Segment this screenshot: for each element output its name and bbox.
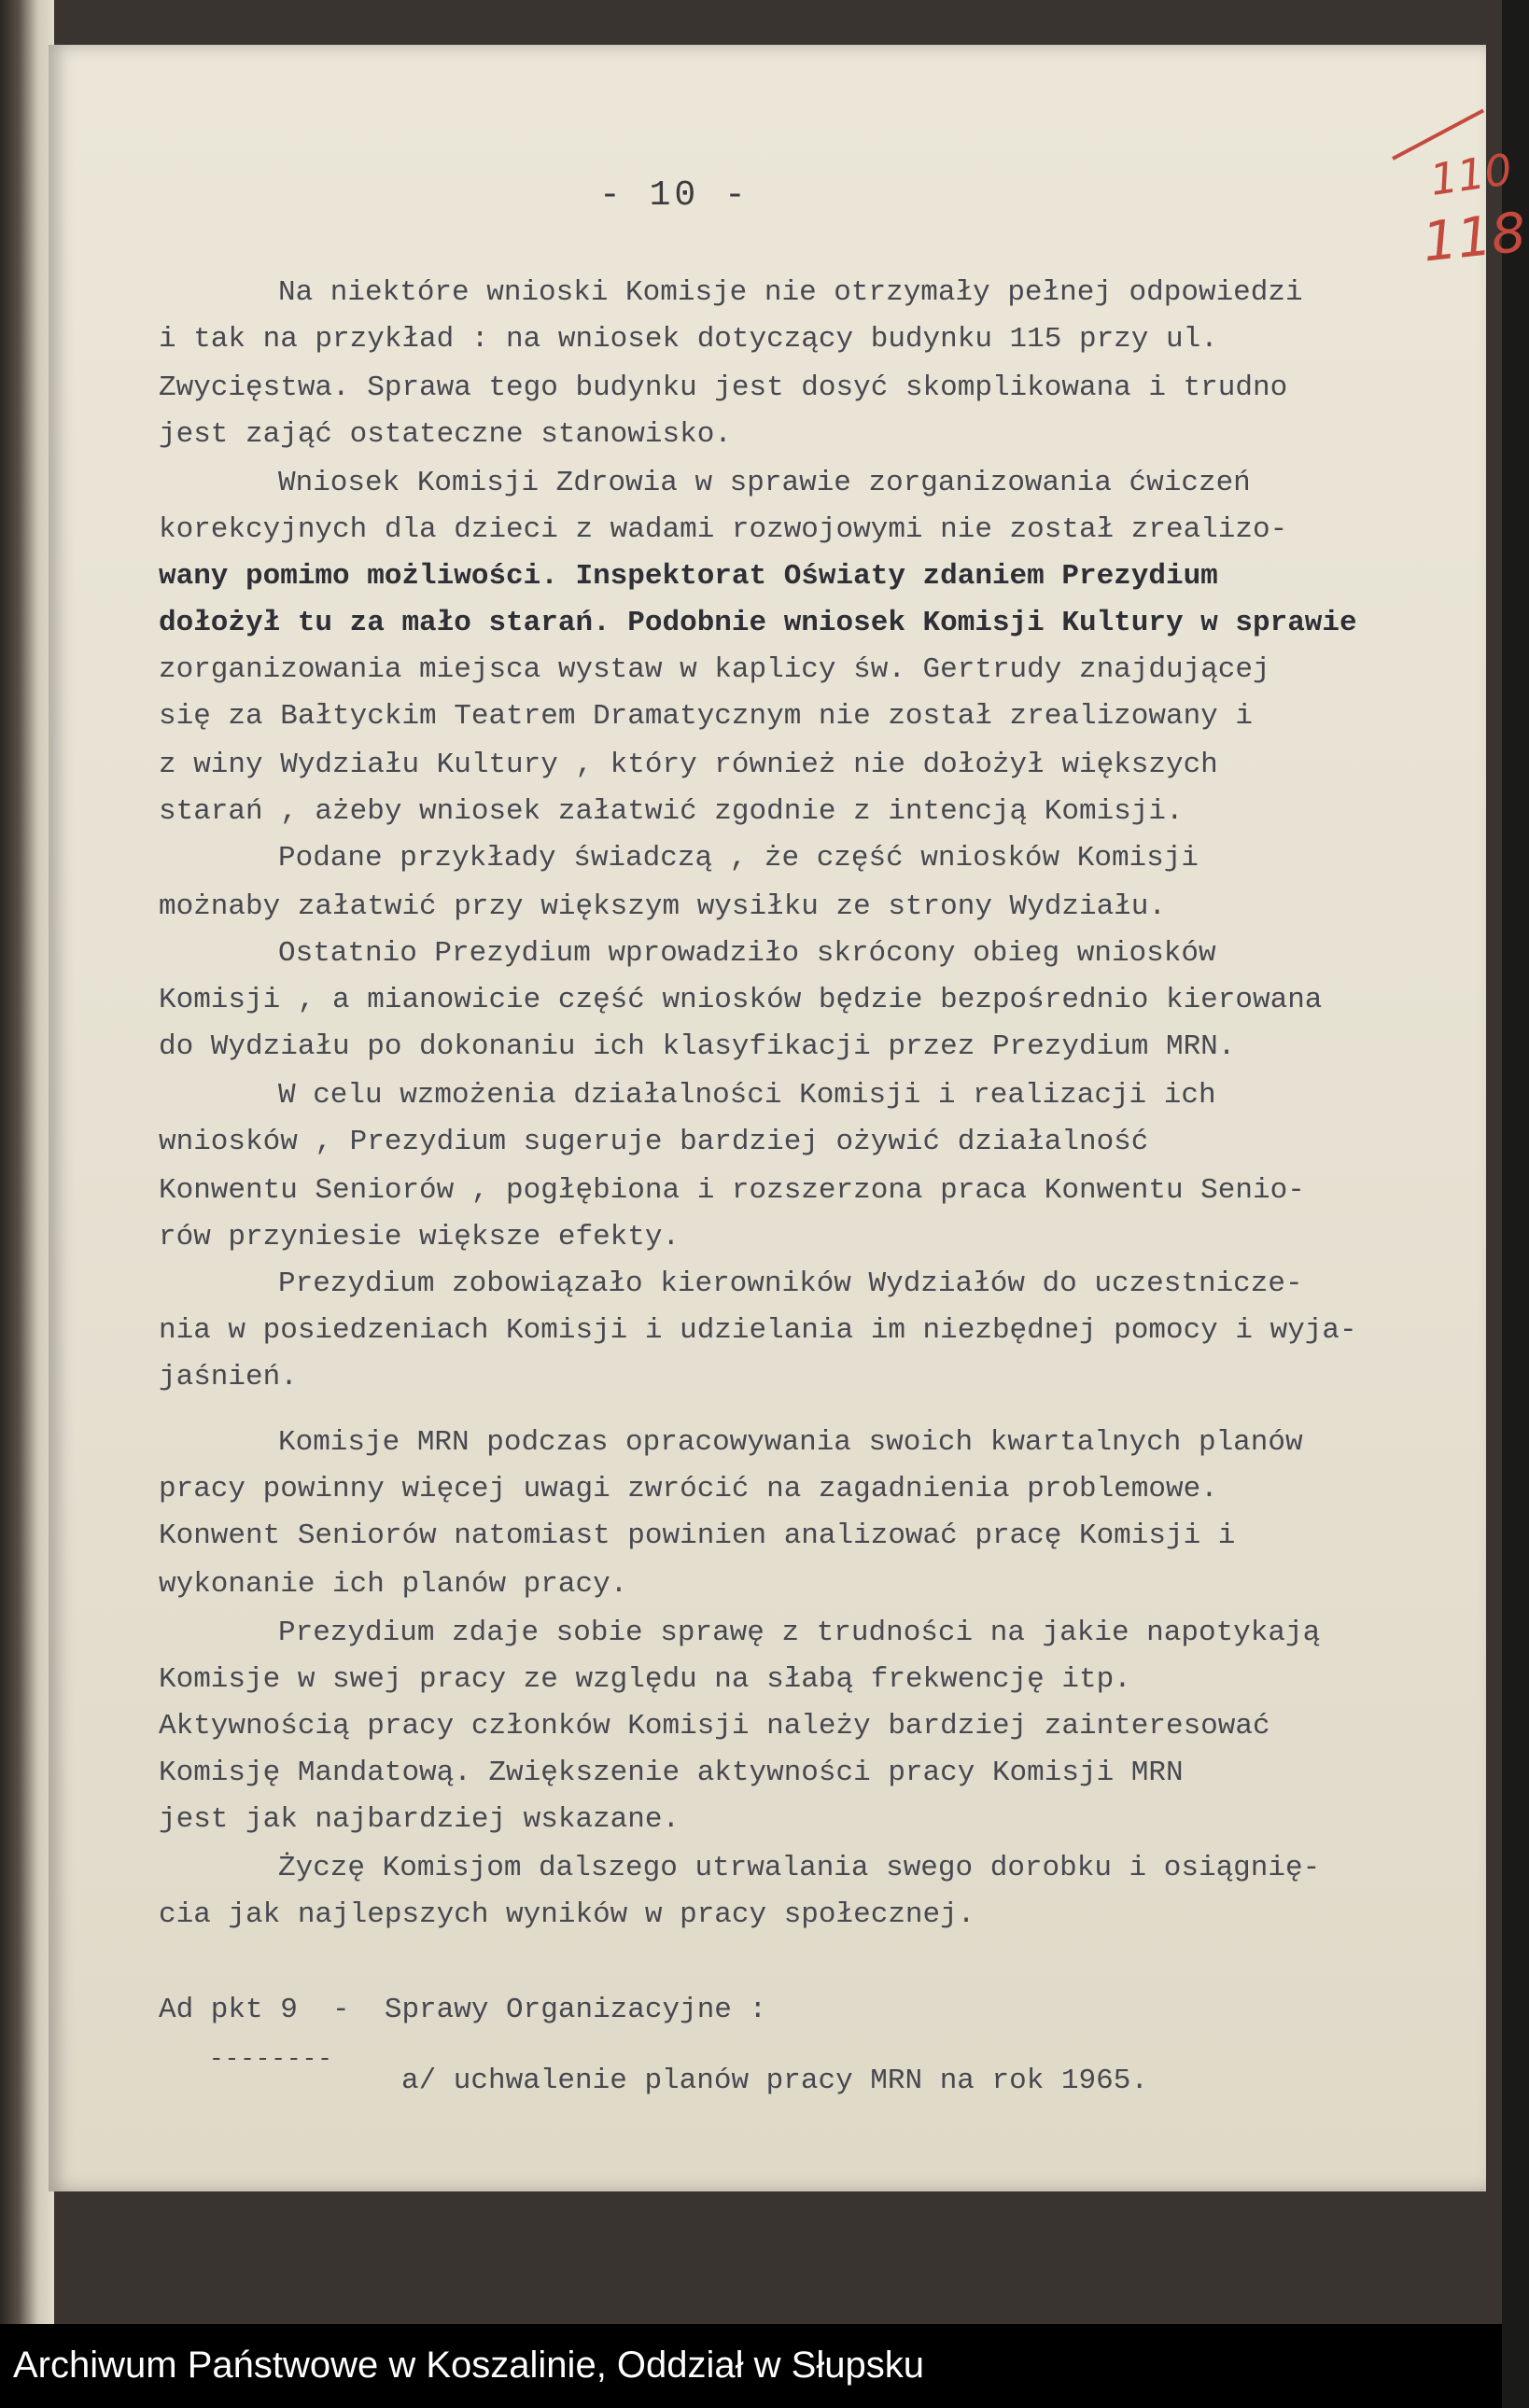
text-line: Na niektóre wnioski Komisje nie otrzymały pełnej odpowiedzi	[278, 276, 1303, 309]
text-line: zorganizowania miejsca wystaw w kaplicy św. Gertrudy znajdującej	[159, 653, 1270, 686]
text-line: wniosków , Prezydium sugeruje bardziej ożywić działalność	[159, 1126, 1149, 1158]
text-line: starań , ażeby wniosek załatwić zgodnie z intencją Komisji.	[159, 795, 1184, 828]
text-line: korekcyjnych dla dzieci z wadami rozwojowymi nie został zrealizo-	[159, 513, 1288, 546]
document-page	[49, 45, 1529, 2191]
text-line: Komisji , a mianowicie część wniosków będzie bezpośrednio kierowana	[159, 984, 1323, 1016]
text-line: a/ uchwalenie planów pracy MRN na rok 1965.	[401, 2065, 1148, 2097]
text-line: W celu wzmożenia działalności Komisji i realizacji ich	[278, 1079, 1216, 1112]
text-line: cia jak najlepszych wyników w pracy społecznej.	[159, 1898, 975, 1931]
text-line: Komisję Mandatową. Zwiększenie aktywności pracy Komisji MRN	[159, 1757, 1184, 1789]
text-line: dołożył tu za mało starań. Podobnie wniosek Komisji Kultury w sprawie	[159, 607, 1357, 639]
text-line: Aktywnością pracy członków Komisji należy bardziej zainteresować	[159, 1710, 1270, 1743]
text-line: rów przyniesie większe efekty.	[159, 1221, 680, 1253]
text-line: Konwent Seniorów natomiast powinien analizować pracę Komisji i	[159, 1519, 1236, 1552]
text-line: Komisje MRN podczas opracowywania swoich kwartalnych planów	[278, 1426, 1303, 1459]
text-line: jest zająć ostateczne stanowisko.	[159, 418, 732, 451]
text-line: się za Bałtyckim Teatrem Dramatycznym nie został zrealizowany i	[159, 700, 1253, 733]
archive-number: 118	[1419, 200, 1529, 274]
text-line: Wniosek Komisji Zdrowia w sprawie zorganizowania ćwiczeń	[278, 467, 1251, 499]
archive-number-struck: 110	[1426, 144, 1516, 205]
section-heading: Ad pkt 9 - Sprawy Organizacyjne :	[159, 1994, 767, 2026]
text-line: Prezydium zdaje sobie sprawę z trudności na jakie napotykają	[278, 1617, 1321, 1649]
text-line: wany pomimo możliwości. Inspektorat Oświaty zdaniem Prezydium	[159, 560, 1218, 593]
text-line: z winy Wydziału Kultury , który również nie dołożył większych	[159, 749, 1218, 781]
text-line: pracy powinny więcej uwagi zwrócić na zagadnienia problemowe.	[159, 1473, 1218, 1505]
text-line: do Wydziału po dokonaniu ich klasyfikacji przez Prezydium MRN.	[159, 1030, 1236, 1063]
text-line: jest jak najbardziej wskazane.	[159, 1803, 680, 1836]
text-line: Konwentu Seniorów , pogłębiona i rozszerzona praca Konwentu Senio-	[159, 1174, 1305, 1207]
text-line: Zwycięstwa. Sprawa tego budynku jest dosyć skomplikowana i trudno	[159, 371, 1288, 404]
text-line: i tak na przykład : na wniosek dotyczący budynku 115 przy ul.	[159, 323, 1218, 356]
archive-footer-text: Archiwum Państwowe w Koszalinie, Oddział w Słupsku	[13, 2345, 924, 2386]
text-line: możnaby załatwić przy większym wysiłku ze strony Wydziału.	[159, 890, 1166, 923]
text-line: Ostatnio Prezydium wprowadziło skrócony obieg wniosków	[278, 937, 1216, 970]
heading-underline: --------	[209, 2045, 333, 2073]
text-line: Życzę Komisjom dalszego utrwalania swego dorobku i osiągnię-	[278, 1852, 1321, 1884]
document-body	[49, 45, 1486, 2191]
text-line: nia w posiedzeniach Komisji i udzielania im niezbędnej pomocy i wyja-	[159, 1314, 1357, 1347]
text-line: Prezydium zobowiązało kierowników Wydziałów do uczestnicze-	[278, 1267, 1303, 1300]
archive-footer-bar	[0, 2324, 1502, 2408]
text-line: Komisje w swej pracy ze względu na słabą frekwencję itp.	[159, 1663, 1131, 1696]
text-line: wykonanie ich planów pracy.	[159, 1568, 628, 1601]
text-line: Podane przykłady świadczą , że część wniosków Komisji	[278, 842, 1199, 875]
page-number: - 10 -	[599, 175, 750, 216]
text-line: jaśnień.	[159, 1361, 298, 1393]
book-binding	[0, 0, 54, 2324]
